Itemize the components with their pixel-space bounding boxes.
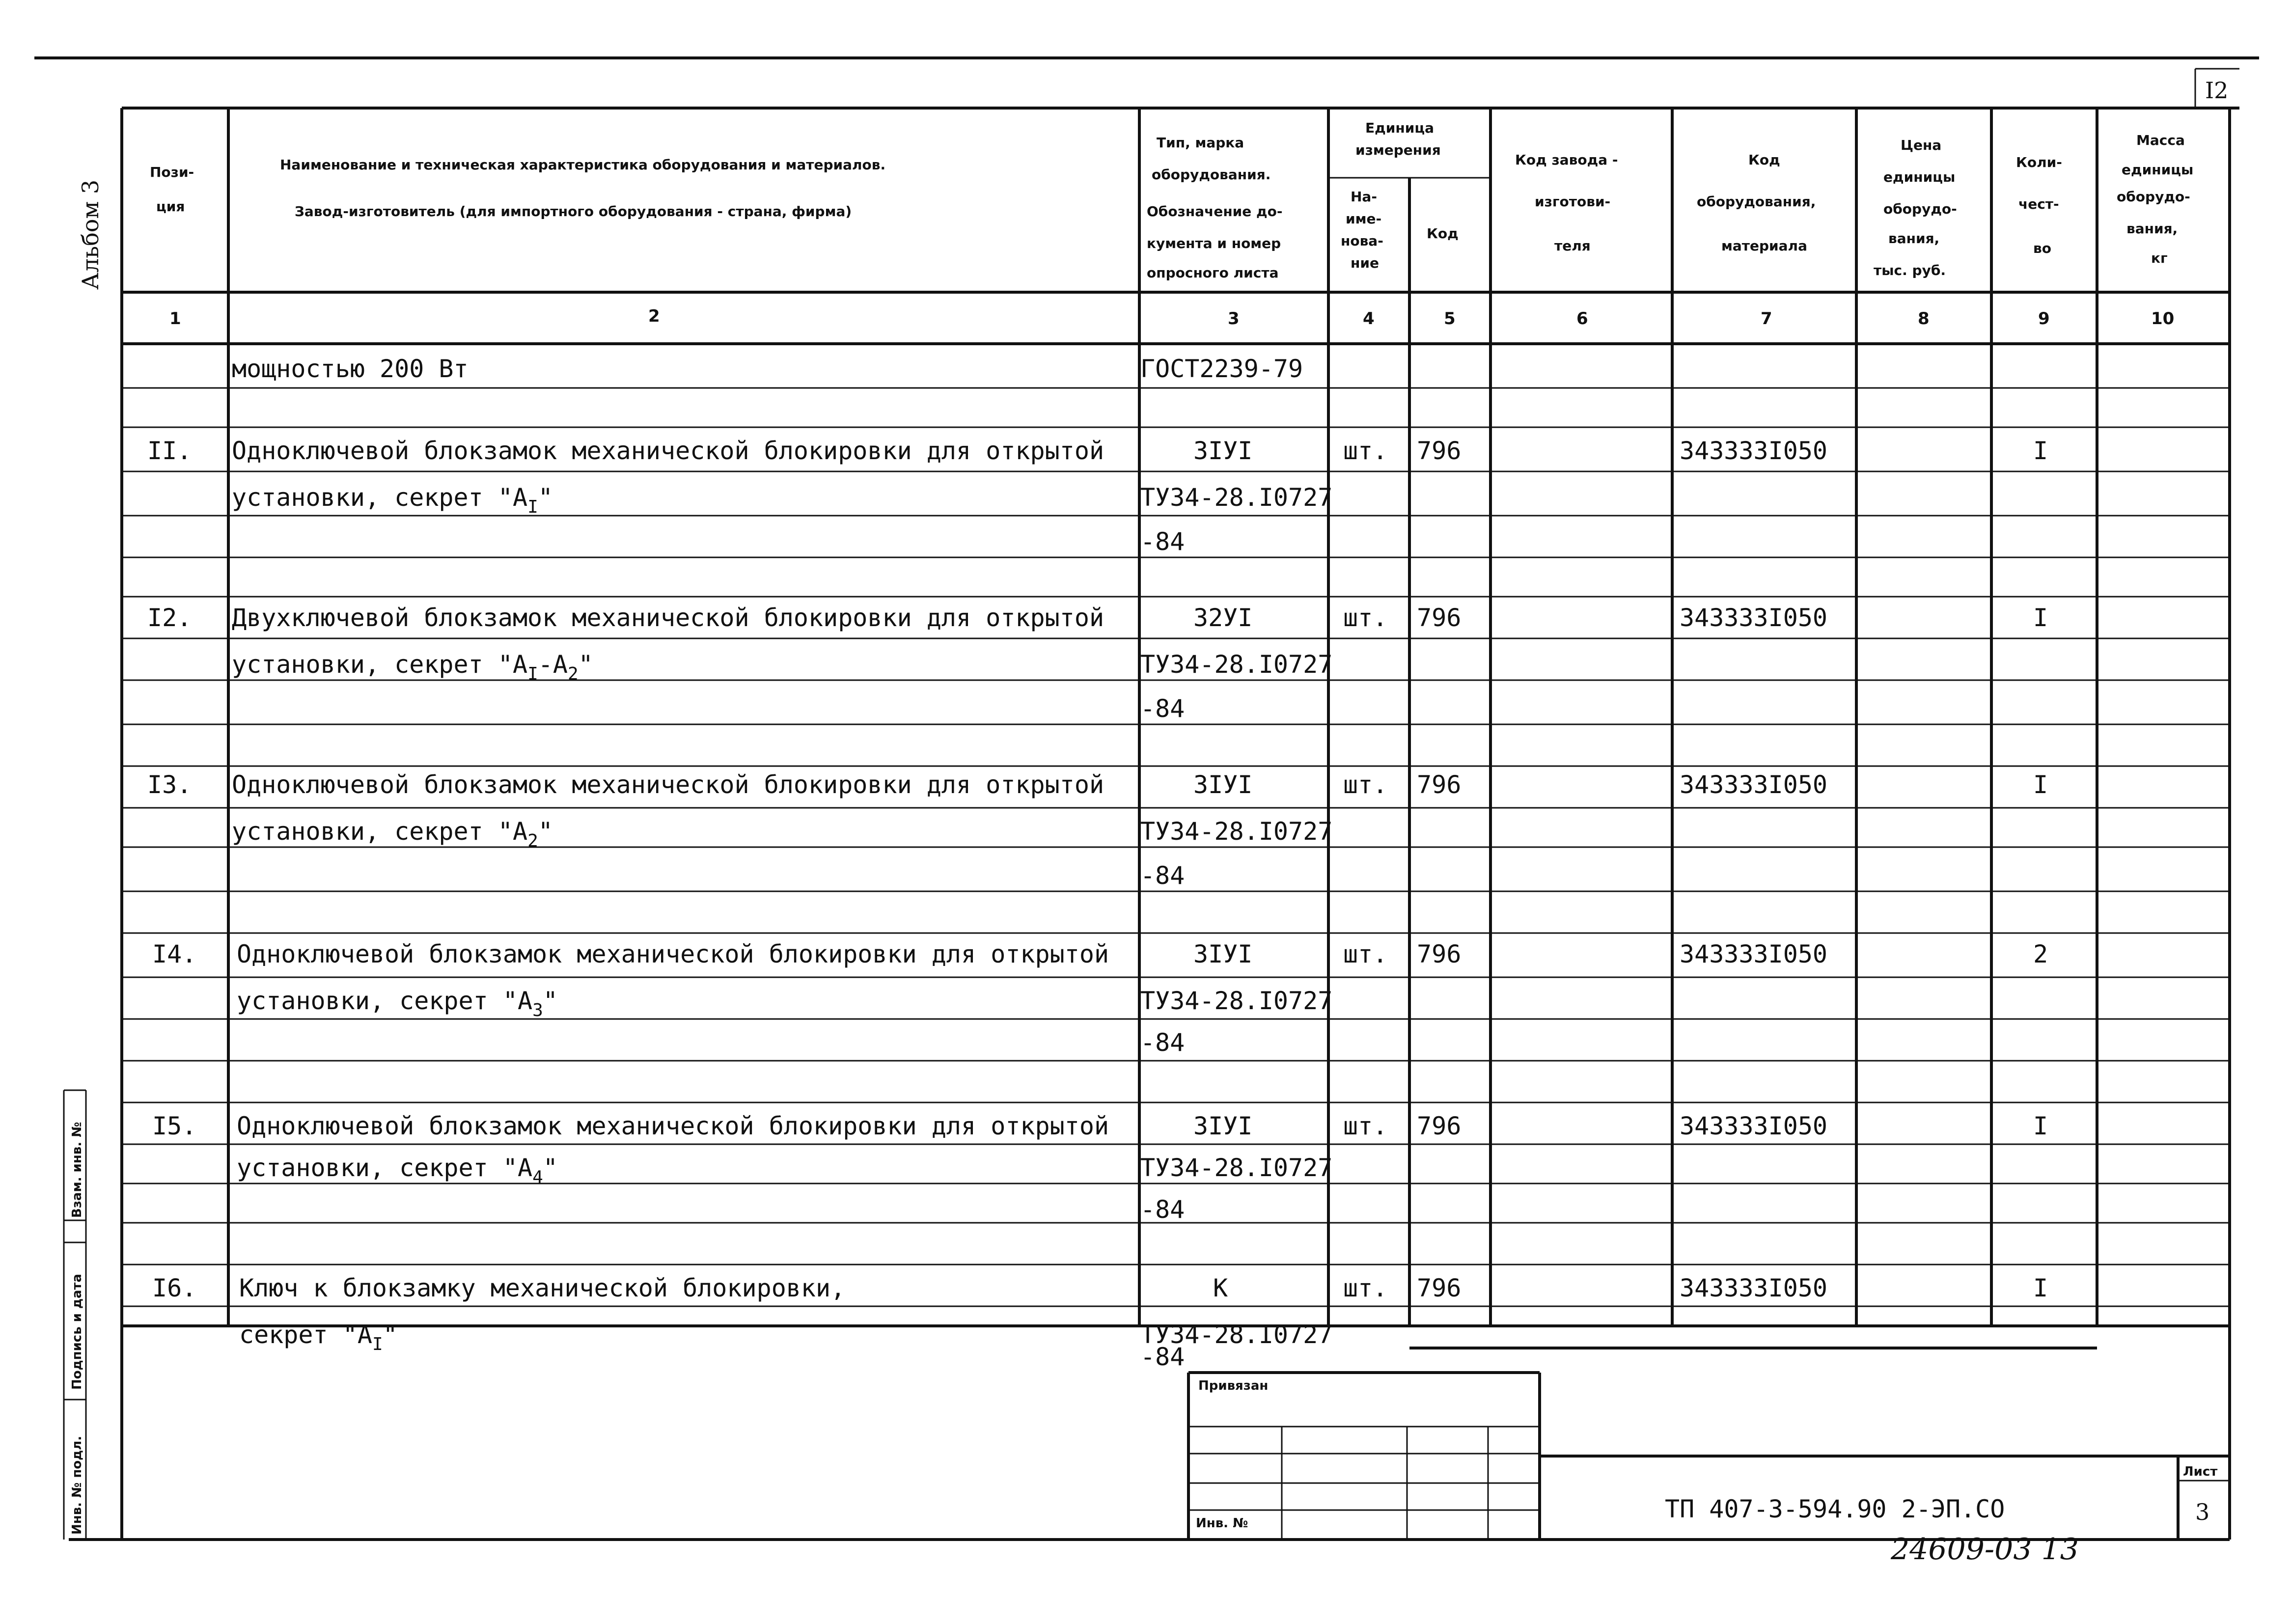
hdr-type-4: кумента и номер	[1147, 235, 1281, 251]
row-doc: ТУ34-28.I0727	[1140, 987, 1333, 1015]
table-row	[152, 1112, 2048, 1224]
table-row	[147, 771, 2048, 890]
hdr-equip-1: Код	[1748, 152, 1780, 168]
row-position: I2.	[147, 604, 192, 632]
page-number: I2	[2205, 77, 2229, 104]
row-qty: I	[2033, 437, 2048, 465]
row-name-line2: установки, секрет "$A_4$"	[237, 1154, 558, 1187]
hdr-mass-3: оборудо-	[2117, 189, 2190, 205]
hdr-qty-1: Коли-	[2016, 154, 2062, 170]
hdr-unitname-4: ние	[1351, 255, 1379, 271]
row-position: I4.	[152, 940, 197, 968]
row-unit-code: 796	[1417, 604, 1462, 632]
album-label: Альбом 3	[77, 179, 104, 290]
row-equip-code: 343333I050	[1680, 940, 1828, 968]
row-name-line1: Ключ к блокзамку механической блокировки,	[239, 1274, 846, 1302]
colnum-10: 10	[2151, 309, 2175, 329]
row-name-line2: секрет "$A_I$"	[239, 1321, 398, 1354]
row-position: I5.	[152, 1112, 197, 1140]
row-equip-code: 343333I050	[1680, 771, 1828, 799]
colnum-5: 5	[1444, 309, 1456, 329]
row-type: 32УI	[1193, 604, 1253, 632]
row-qty: I	[2033, 771, 2048, 799]
hdr-type-3: Обозначение до-	[1147, 203, 1283, 220]
row-doc: ТУ34-28.I0727	[1140, 817, 1333, 846]
row-unit: шт.	[1343, 604, 1388, 632]
hdr-unitname-2: име-	[1346, 211, 1382, 227]
row-name-line2: установки, секрет "$A_I$"	[232, 483, 553, 517]
row-equip-code: 343333I050	[1680, 604, 1828, 632]
hdr-price-4: вания,	[1888, 230, 1940, 247]
row-equip-code: 343333I050	[1680, 437, 1828, 465]
row-unit-code: 796	[1417, 437, 1462, 465]
side-inv: Инв. № подл.	[70, 1435, 84, 1535]
title-block	[1188, 1373, 2230, 1567]
hdr-qty-3: во	[2033, 240, 2051, 256]
hdr-name-1: Наименование и техническая характеристика оборудования и материалов.	[280, 157, 886, 173]
row-type: 3IУI	[1193, 1112, 1253, 1140]
row-type: 3IУI	[1193, 437, 1253, 465]
side-podpis: Подпись и дата	[70, 1273, 84, 1390]
row-doc-suffix: -84	[1140, 694, 1185, 723]
table-row	[147, 604, 2048, 723]
colnum-3: 3	[1228, 309, 1240, 329]
row-doc-suffix: -84	[1140, 1343, 1185, 1371]
row-type: К	[1213, 1274, 1228, 1302]
row-name-line2: установки, секрет "$A_I-A_2$"	[232, 650, 593, 684]
hdr-price-5: тыс. руб.	[1874, 262, 1946, 278]
row-qty: I	[2033, 604, 2048, 632]
line0-name: мощностью 200 Вт	[232, 355, 469, 383]
hdr-unitname-3: нова-	[1341, 233, 1383, 249]
row-doc-suffix: -84	[1140, 1195, 1185, 1224]
colnum-1: 1	[169, 309, 181, 329]
row-doc: ТУ34-28.I0727	[1140, 1321, 1333, 1349]
row-unit-code: 796	[1417, 940, 1462, 968]
row-unit: шт.	[1343, 1112, 1388, 1140]
hdr-unit-2: измерения	[1355, 142, 1441, 158]
row-qty: 2	[2033, 940, 2048, 968]
row-doc-suffix: -84	[1140, 861, 1185, 890]
hdr-pos-1: Пози-	[150, 164, 194, 180]
row-qty: I	[2033, 1112, 2048, 1140]
row-unit: шт.	[1343, 1274, 1388, 1302]
hdr-type-5: опросного листа	[1147, 265, 1279, 281]
row-name-line2: установки, секрет "$A_2$"	[232, 817, 553, 851]
row-name-line1: Одноключевой блокзамок механической блокировки для открытой	[237, 940, 1109, 968]
row-doc-suffix: -84	[1140, 527, 1185, 556]
row-unit-code: 796	[1417, 1112, 1462, 1140]
row-doc: ТУ34-28.I0727	[1140, 650, 1333, 679]
hdr-mass-4: вания,	[2126, 220, 2178, 237]
hdr-mass-1: Масса	[2136, 132, 2185, 148]
side-stamp	[64, 1090, 86, 1540]
hdr-type-1: Тип, марка	[1157, 135, 1244, 151]
colnum-7: 7	[1761, 309, 1772, 329]
row-name-line1: Одноключевой блокзамок механической блокировки для открытой	[237, 1112, 1109, 1140]
table-row	[147, 437, 2048, 556]
row-equip-code: 343333I050	[1680, 1112, 1828, 1140]
stamp-inv-no: Инв. №	[1196, 1516, 1248, 1531]
row-doc-suffix: -84	[1140, 1028, 1185, 1057]
table-row	[152, 940, 2048, 1057]
hdr-mass-2: единицы	[2122, 162, 2194, 178]
table-row	[152, 1274, 2048, 1371]
row-qty: I	[2033, 1274, 2048, 1302]
row-unit-code: 796	[1417, 1274, 1462, 1302]
row-unit: шт.	[1343, 437, 1388, 465]
row-name-line1: Двухключевой блокзамок механической блокировки для открытой	[232, 604, 1104, 632]
handwritten-number: 24609-03 13	[1891, 1532, 2079, 1567]
row-unit: шт.	[1343, 771, 1388, 799]
hdr-plant-2: изготови-	[1535, 193, 1611, 210]
stamp-privyazan: Привязан	[1198, 1378, 1269, 1393]
colnum-2: 2	[648, 306, 660, 326]
hdr-plant-1: Код завода -	[1515, 152, 1618, 168]
line0-type: ГОСТ2239-79	[1140, 355, 1303, 383]
document-code: ТП 407-3-594.90 2-ЭП.СО	[1665, 1495, 2005, 1523]
colnum-6: 6	[1576, 309, 1588, 329]
hdr-unitname-1: На-	[1351, 189, 1377, 205]
row-name-line1: Одноключевой блокзамок механической блокировки для открытой	[232, 771, 1104, 799]
hdr-name-2: Завод-изготовитель (для импортного оборудования - страна, фирма)	[295, 203, 852, 220]
row-doc: ТУ34-28.I0727	[1140, 1154, 1333, 1182]
hdr-price-1: Цена	[1901, 137, 1942, 153]
hdr-type-2: оборудования.	[1152, 166, 1271, 183]
hdr-equip-2: оборудования,	[1697, 193, 1816, 210]
row-unit: шт.	[1343, 940, 1388, 968]
colnum-8: 8	[1918, 309, 1930, 329]
row-equip-code: 343333I050	[1680, 1274, 1828, 1302]
stamp-list-label: Лист	[2183, 1464, 2218, 1479]
row-type: 3IУI	[1193, 771, 1253, 799]
hdr-unit-1: Единица	[1365, 120, 1434, 136]
side-vzam: Взам. инв. №	[70, 1122, 84, 1218]
row-unit-code: 796	[1417, 771, 1462, 799]
colnum-4: 4	[1363, 309, 1375, 329]
row-name-line2: установки, секрет "$A_3$"	[237, 987, 558, 1020]
hdr-unitcode: Код	[1427, 225, 1459, 242]
colnum-9: 9	[2038, 309, 2050, 329]
row-position: II.	[147, 437, 192, 465]
row-position: I3.	[147, 771, 192, 799]
row-position: I6.	[152, 1274, 197, 1302]
hdr-mass-5: кг	[2151, 250, 2168, 266]
row-doc: ТУ34-28.I0727	[1140, 483, 1333, 512]
row-name-line1: Одноключевой блокзамок механической блокировки для открытой	[232, 437, 1104, 465]
hdr-plant-3: теля	[1554, 238, 1591, 254]
hdr-equip-3: материала	[1721, 238, 1807, 254]
hdr-pos-2: ция	[156, 198, 185, 215]
hdr-price-2: единицы	[1883, 169, 1956, 185]
row-type: 3IУI	[1193, 940, 1253, 968]
hdr-qty-2: чест-	[2018, 196, 2059, 212]
hdr-price-3: оборудо-	[1883, 201, 1957, 217]
stamp-list-value: 3	[2195, 1499, 2210, 1525]
